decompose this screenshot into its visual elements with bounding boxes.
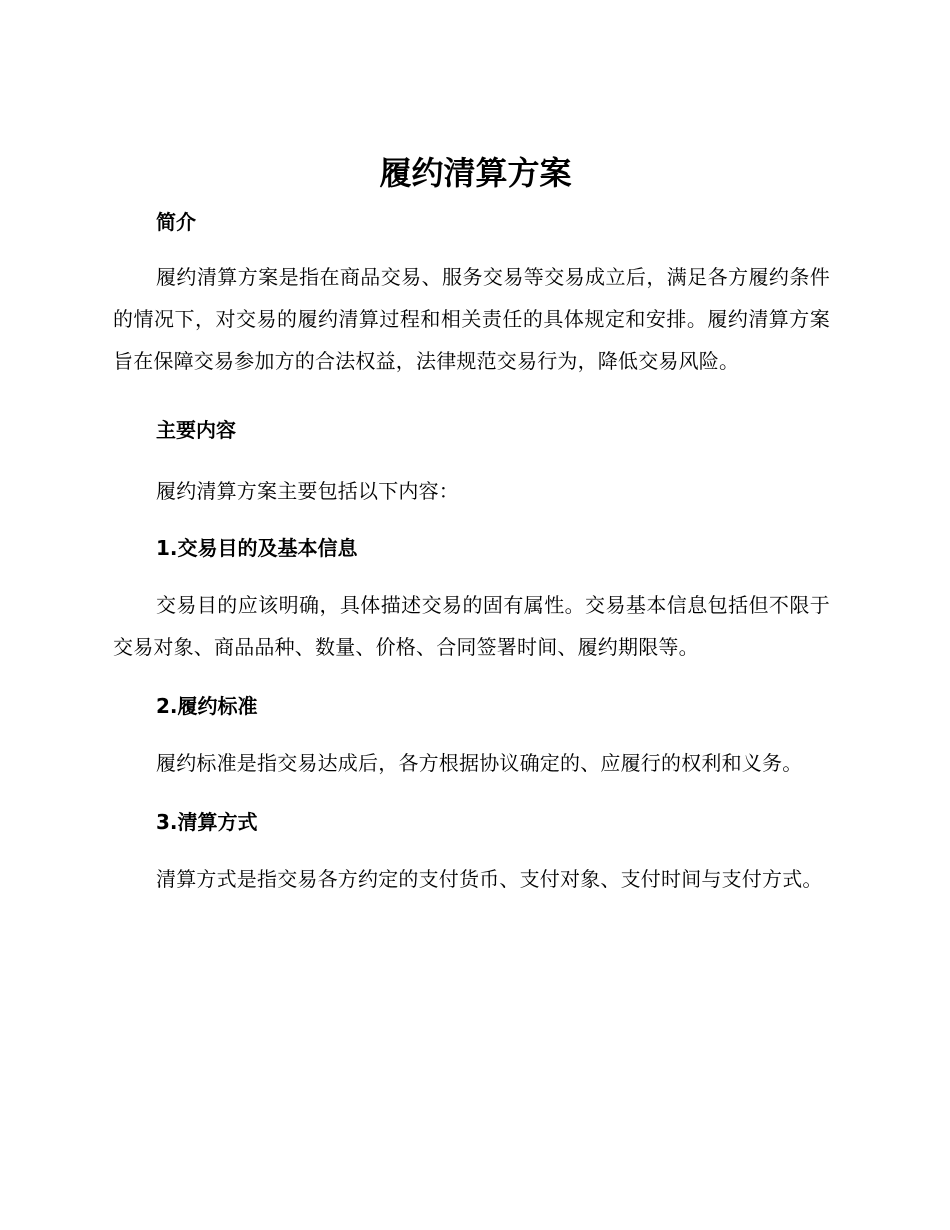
section-heading-standard: 2.履约标准 [156,694,258,718]
section-paragraph-standard: 履约标准是指交易达成后，各方根据协议确定的、应履行的权利和义务。 [156,751,803,775]
section-paragraph-purpose: 交易目的应该明确，具体描述交易的固有属性。交易基本信息包括但不限于交易对象、商品品种、数量、价格、合同签署时间、履约期限等。 [113,593,830,659]
section-paragraph-intro: 履约清算方案是指在商品交易、服务交易等交易成立后，满足各方履约条件的情况下，对交易的履约清算过程和相关责任的具体规定和安排。履约清算方案旨在保障交易参加方的合法权益，法律规范交易行为，降低交易风险。 [113,265,830,373]
section-heading-purpose: 1.交易目的及基本信息 [156,536,358,560]
section-heading-settlement: 3.清算方式 [156,810,258,834]
document-title: 履约清算方案 [379,154,572,192]
section-paragraph-main-content: 履约清算方案主要包括以下内容： [156,479,459,503]
section-heading-intro: 简介 [156,210,196,234]
section-heading-main-content: 主要内容 [156,418,236,442]
section-paragraph-settlement: 清算方式是指交易各方约定的支付货币、支付对象、支付时间与支付方式。 [156,867,823,891]
